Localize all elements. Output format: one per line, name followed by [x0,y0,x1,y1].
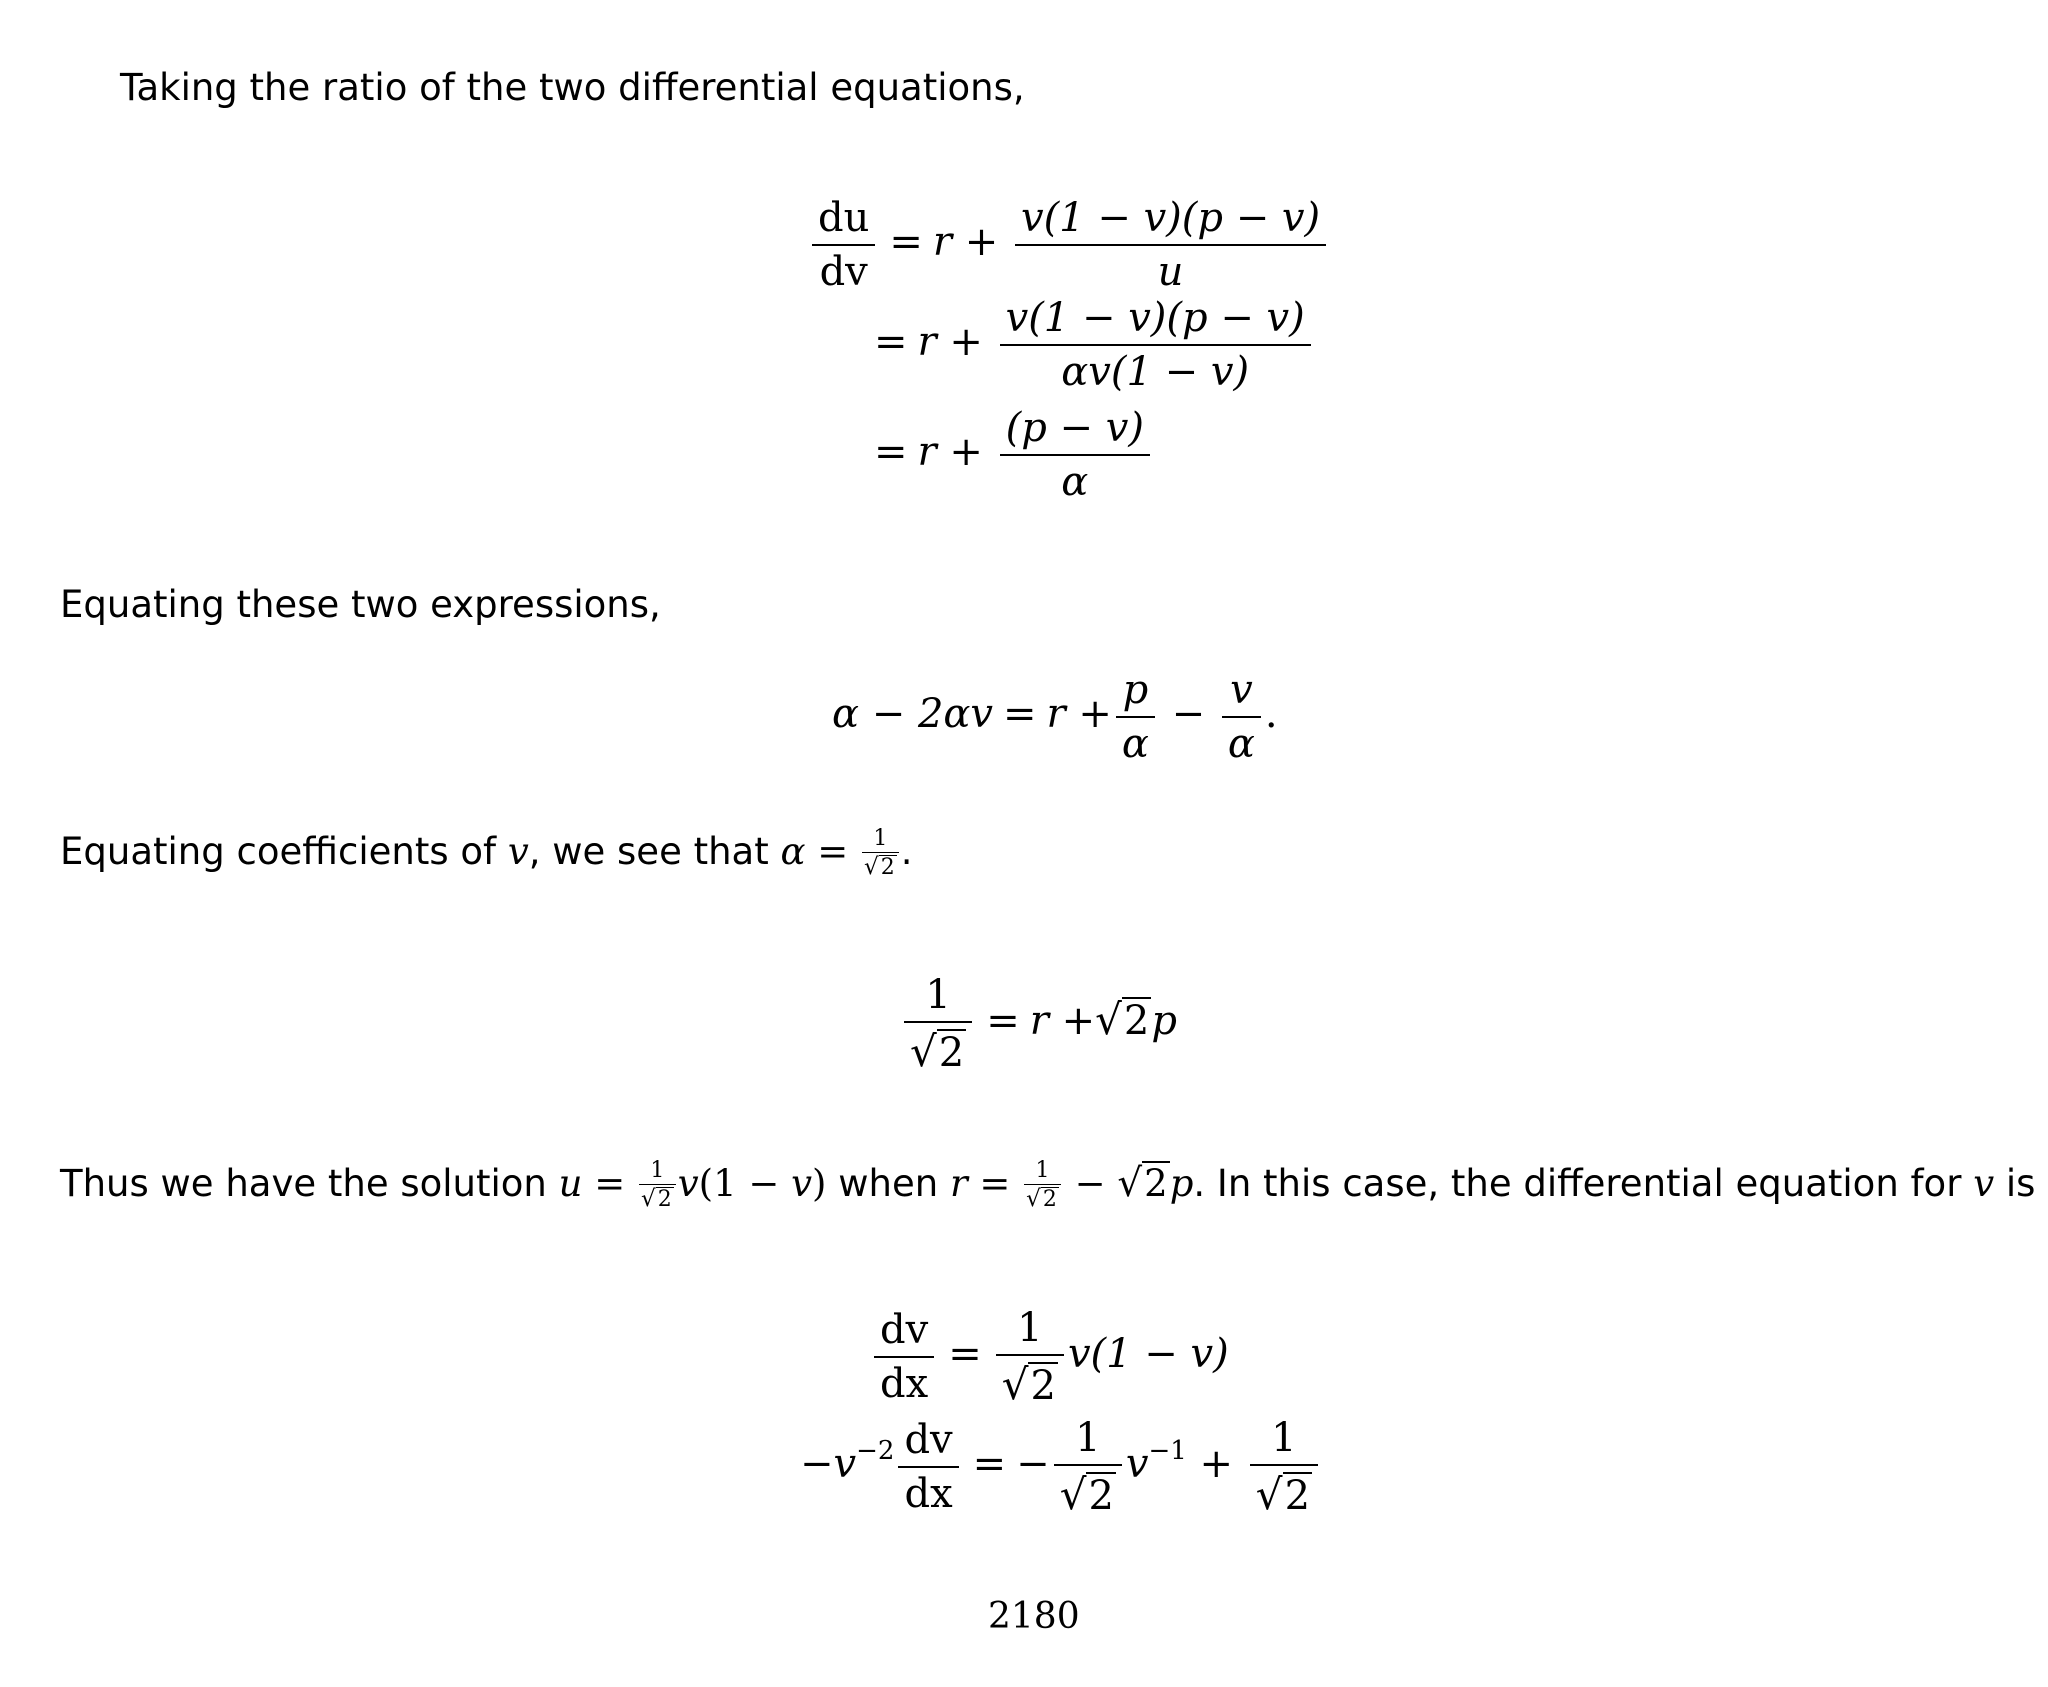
equation-alpha-relation: $\frac{1}{√2}$ = r +√2p [900,975,1177,1073]
equation-ratio-line2: = r + $\frac{v(1 - v)(p - v)}{\alpha v(1 - v)}$ [864,298,1315,392]
fraction-one-over-root-two: $\frac{1}{√2}$ [904,975,972,1073]
equation-equated-expressions: α − 2αv = r + $\frac{p}{\alpha}$ − $\frac{v}{\alpha}$ . [832,667,1278,767]
fraction-dv-dx: $\frac{dv}{dx}$ [874,1310,934,1404]
equation-dv-dx-line1: $\frac{dv}{dx}$ = $\frac{1}{√2}$ v(1 − v) [870,1308,1229,1406]
fraction-du-dv: $\frac{du}{dv}$ [812,198,875,292]
equation-ratio-line1: $\frac{du}{dv}$ = r + $\frac{v(1 - v)(p - v)}{u}$ [808,198,1330,292]
fraction-line3: $\frac{(p - v)}{\alpha}$ [1000,408,1150,502]
paragraph-coefficients: Equating coefficients of v, we see that α = $\frac{1}{√2}$ . [60,826,913,880]
fraction-line1: $\frac{v(1 - v)(p - v)}{u}$ [1015,198,1326,292]
equation-dv-dx-line2: $-v^{-2}$ $\frac{dv}{dx}$ = − $\frac{1}{√2}$ $v^{-1}$ + $\frac{1}{√2}$ [800,1418,1322,1516]
paragraph-equating-text: Equating these two expressions, [60,583,661,626]
paragraph-solution: Thus we have the solution u = $\frac{1}{√2}$ v(1 − v) when r = $\frac{1}{√2}$ − √2p. In this case, the differential equation for v is [60,1158,2036,1212]
fraction-line2: $\frac{v(1 - v)(p - v)}{\alpha v(1 - v)}$ [1000,298,1311,392]
page-number: 2180 [988,1596,1080,1637]
fraction-p-alpha: $\frac{p}{\alpha}$ [1116,670,1155,764]
paragraph-intro-text: Taking the ratio of the two differential equations, [120,66,1025,109]
paragraph-equating [60,583,661,626]
fraction-v-alpha: $\frac{v}{\alpha}$ [1222,670,1261,764]
equation-ratio-line3: = r + $\frac{(p - v)}{\alpha}$ [864,408,1154,502]
inline-fraction-alpha: $\frac{1}{√2}$ [862,828,899,879]
paragraph-intro [120,66,1025,109]
